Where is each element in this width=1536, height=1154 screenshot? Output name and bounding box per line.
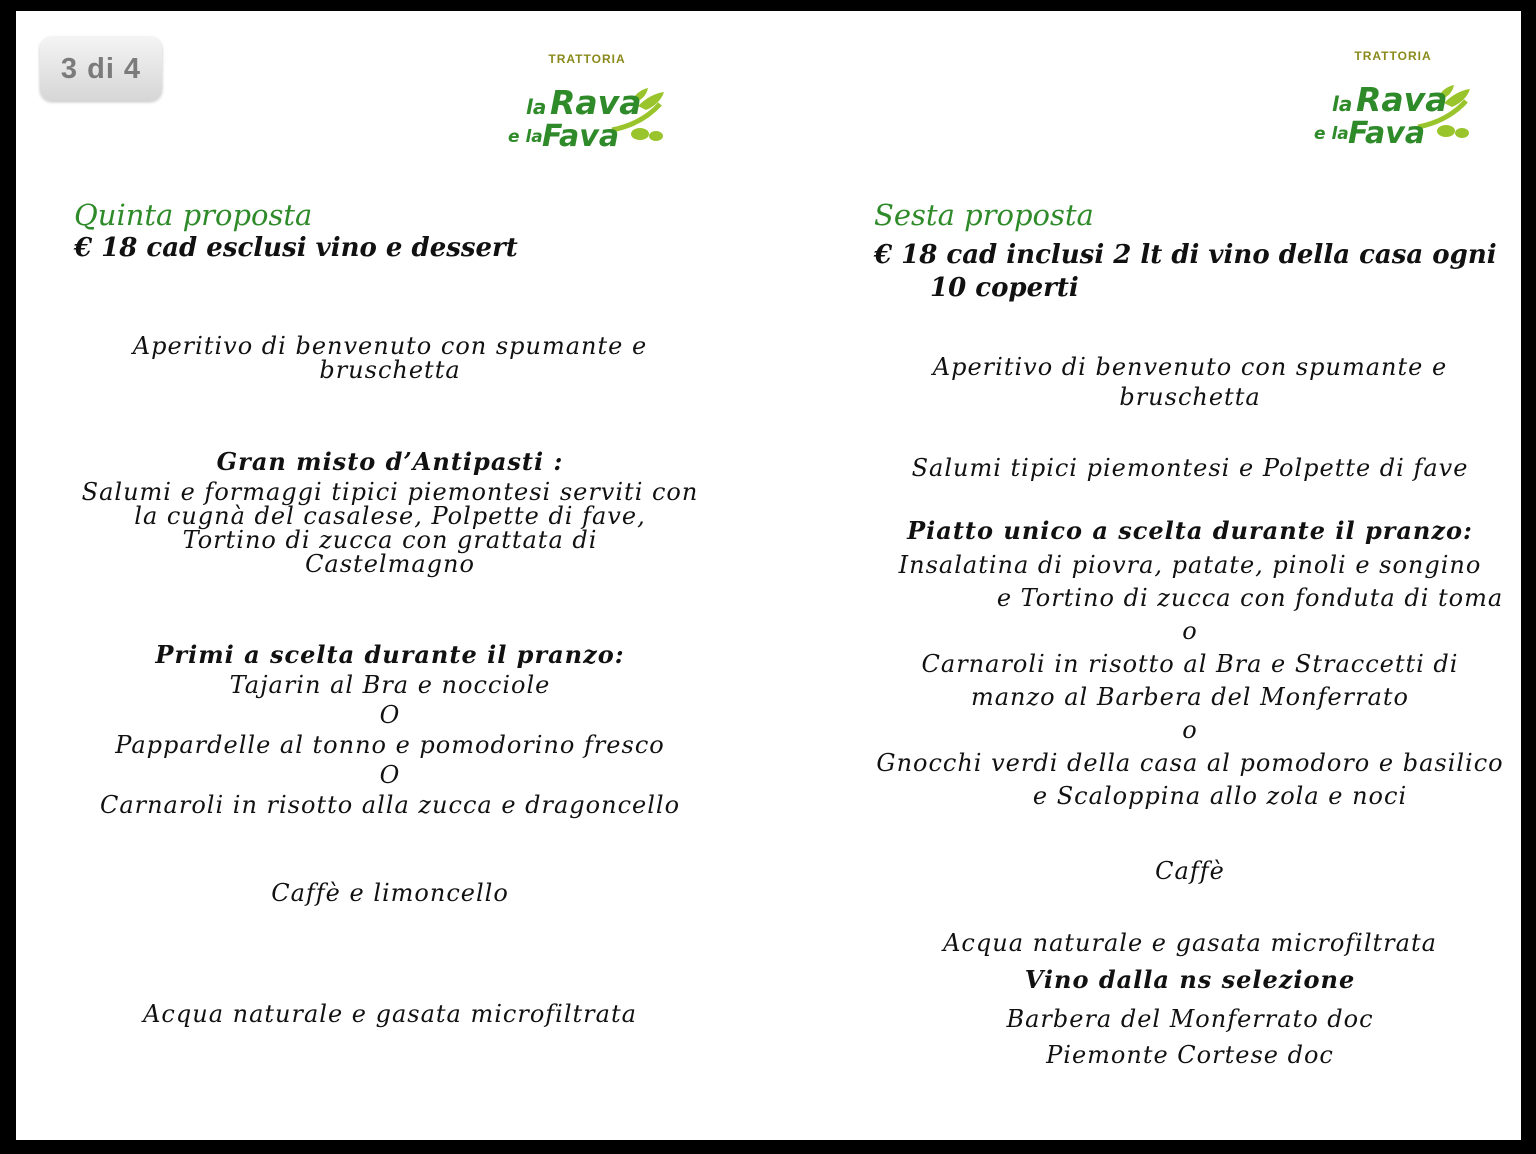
left-primi <box>70 670 710 820</box>
right-price-line-2: 10 coperti <box>930 273 1079 303</box>
text-line: Gnocchi verdi della casa al pomodoro e basilico <box>876 749 1504 777</box>
text-line: o <box>1182 617 1198 645</box>
logo-fava: Fava <box>542 119 620 154</box>
text-line: bruschetta <box>319 356 461 384</box>
left-aperitivo <box>80 334 700 382</box>
logo-mark <box>508 72 678 156</box>
right-salumi: Salumi tipici piemontesi e Polpette di fave <box>911 454 1469 482</box>
text-line: Carnaroli in risotto al Bra e Straccetti di <box>921 650 1459 678</box>
text-line: O <box>379 761 401 789</box>
text-line: Carnaroli in risotto alla zucca e dragoncello <box>99 791 681 819</box>
text-line: Tajarin al Bra e nocciole <box>229 671 551 699</box>
text-line: Barbera del Monferrato doc <box>1006 1005 1374 1033</box>
right-price-line-1: € 18 cad inclusi 2 lt di vino della casa ogni <box>874 240 1497 270</box>
page-indicator[interactable]: 3 di 4 <box>40 37 162 101</box>
right-vino-heading: Vino dalla ns selezione <box>1024 965 1356 994</box>
logo-trattoria-label: TRATTORIA <box>548 52 626 66</box>
text-line: la cugnà del casalese, Polpette di fave, <box>134 502 646 530</box>
text-line: Insalatina di piovra, patate, pinoli e songino <box>898 551 1482 579</box>
text-line: Salumi e formaggi tipici piemontesi serviti con <box>81 478 699 506</box>
left-caffe: Caffè e limoncello <box>271 879 509 907</box>
left-antipasti-heading: Gran misto d’Antipasti : <box>216 447 564 476</box>
logo-ela: e la <box>508 127 543 147</box>
right-title: Sesta proposta <box>874 198 1094 232</box>
text-line: manzo al Barbera del Monferrato <box>970 683 1410 711</box>
right-acqua: Acqua naturale e gasata microfiltrata <box>943 929 1437 957</box>
text-line: bruschetta <box>1119 383 1261 411</box>
left-antipasti <box>60 480 720 576</box>
logo-left <box>508 52 678 162</box>
text-line: Castelmagno <box>305 550 475 578</box>
left-primi-heading: Primi a scelta durante il pranzo: <box>155 640 625 669</box>
logo-mark <box>1314 69 1484 153</box>
text-line: Aperitivo di benvenuto con spumante e <box>132 332 648 360</box>
right-aperitivo <box>880 352 1500 412</box>
left-price: € 18 cad esclusi vino e dessert <box>74 233 518 263</box>
right-piatto <box>870 549 1510 813</box>
logo-trattoria-label: TRATTORIA <box>1354 49 1432 63</box>
logo-rava: Rava <box>1356 80 1448 119</box>
logo-rava: Rava <box>550 83 642 122</box>
text-line: Piemonte Cortese doc <box>1046 1041 1334 1069</box>
logo-la: la <box>526 95 547 119</box>
text-line: o <box>1182 716 1198 744</box>
left-acqua: Acqua naturale e gasata microfiltrata <box>143 1000 637 1028</box>
right-vini <box>870 1001 1510 1073</box>
logo-ela: e la <box>1314 124 1349 144</box>
text-line: e Scaloppina allo zola e noci <box>1032 782 1408 810</box>
right-caffe: Caffè <box>1155 857 1225 885</box>
text-line: Aperitivo di benvenuto con spumante e <box>932 353 1448 381</box>
logo-right <box>1314 49 1484 159</box>
left-title: Quinta proposta <box>74 198 313 232</box>
text-line: Tortino di zucca con grattata di <box>182 526 598 554</box>
text-line: O <box>379 701 401 729</box>
right-piatto-heading: Piatto unico a scelta durante il pranzo: <box>907 516 1473 545</box>
logo-la: la <box>1332 92 1353 116</box>
text-line: e Tortino di zucca con fonduta di toma <box>996 584 1504 612</box>
text-line: Pappardelle al tonno e pomodorino fresco <box>115 731 665 759</box>
logo-fava: Fava <box>1348 116 1426 151</box>
